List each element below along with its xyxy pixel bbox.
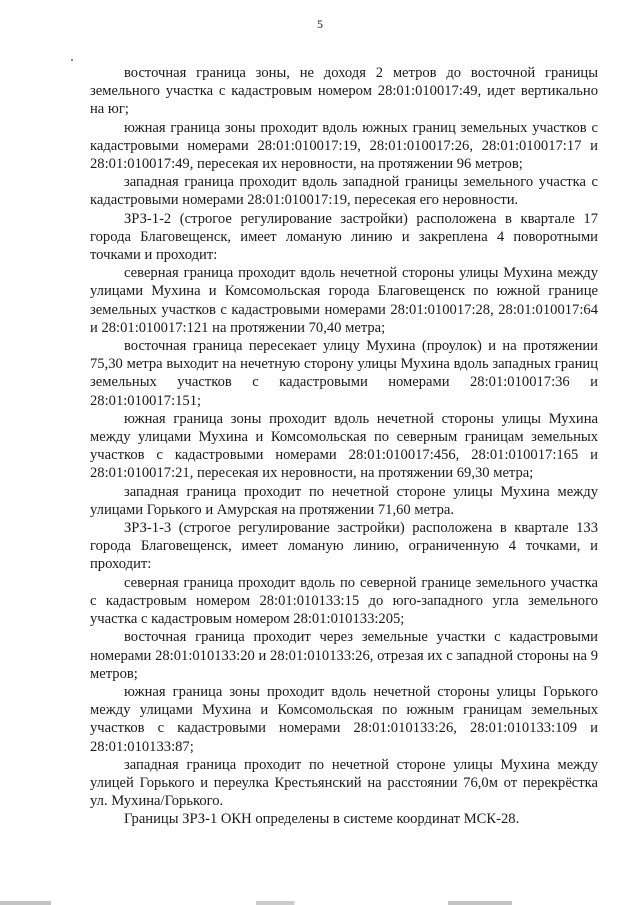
paragraph: восточная граница пересекает улицу Мухина (проулок) и на протяжении 75,30 метра выходит на нечетную сторону улицы Мухина вдоль западных границ земельных участков с кадастровыми номерами 28:01:010017:36 и 28:01:010017:151; (90, 338, 598, 409)
paragraph: северная граница проходит вдоль нечетной стороны улицы Мухина между улицами Мухина и Комсомольская города Благовещенск по южной границе земельных участков с кадастровыми номерами 28:01:010017:28, 28:01:010017:64 и 28:01:010017:121 на протяжении 70,40 метра; (90, 265, 598, 336)
paragraph: восточная граница проходит через земельные участки с кадастровыми номерами 28:01:010133:20 и 28:01:010133:26, отрезая их с западной стороны на 9 метров; (90, 629, 598, 682)
paragraph: восточная граница зоны, не доходя 2 метров до восточной границы земельного участка с кадастровым номером 28:01:010017:49, идет вертикально на юг; (90, 65, 598, 118)
scan-speck (71, 59, 73, 61)
page-number: 5 (317, 17, 323, 31)
paragraph: южная граница зоны проходит вдоль южных границ земельных участков с кадастровыми номерами 28:01:010017:19, 28:01:010017:26, 28:01:010017:17 и 28:01:010017:49, пересекая их неровности, на протяжении 96 метров; (90, 119, 598, 173)
paragraph: южная граница зоны проходит вдоль нечетной стороны улицы Горького между улицами Мухина и Комсомольская по южным границам земельных участков с кадастровыми номерами 28:01:010133:26, 28:01:010133:109 и 28:01:010133:87; (90, 683, 598, 755)
scan-bottom-edge (0, 901, 640, 905)
paragraph: ЗРЗ-1-2 (строгое регулирование застройки) расположена в квартале 17 города Благовещенск, имеет ломаную линию и закреплена 4 поворотными точками и проходит: (90, 210, 598, 264)
paragraph: южная граница зоны проходит вдоль нечетной стороны улицы Мухина между улицами Мухина и Комсомольская по северным границам земельных участков с кадастровыми номерами 28:01:010017:456, 28:01:010017:165 и 28:01:010017:21, пересекая их неровности, на протяжении 69,30 метра; (90, 410, 598, 482)
paragraph: западная граница проходит по нечетной стороне улицы Мухина между улицей Горького и переулка Крестьянский на расстоянии 76,0м от перекрёстка ул. Мухина/Горького. (90, 756, 598, 810)
paragraph: ЗРЗ-1-3 (строгое регулирование застройки) расположена в квартале 133 города Благовещенск, имеет ломаную линию, ограниченную 4 точками, и проходит: (90, 520, 598, 573)
document-body (90, 64, 598, 829)
paragraph: северная граница проходит вдоль по северной границе земельного участка с кадастровым номером 28:01:010133:15 до юго-западного угла земельного участка с кадастровым номером 28:01:010133:205; (90, 574, 598, 628)
paragraph: западная граница проходит по нечетной стороне улицы Мухина между улицами Горького и Амурская на протяжении 71,60 метра. (90, 483, 598, 518)
paragraph: Границы ЗРЗ-1 ОКН определены в системе координат МСК-28. (124, 811, 520, 828)
paragraph: западная граница проходит вдоль западной границы земельного участка с кадастровыми номерами 28:01:010017:19, пересекая его неровности. (90, 174, 598, 209)
